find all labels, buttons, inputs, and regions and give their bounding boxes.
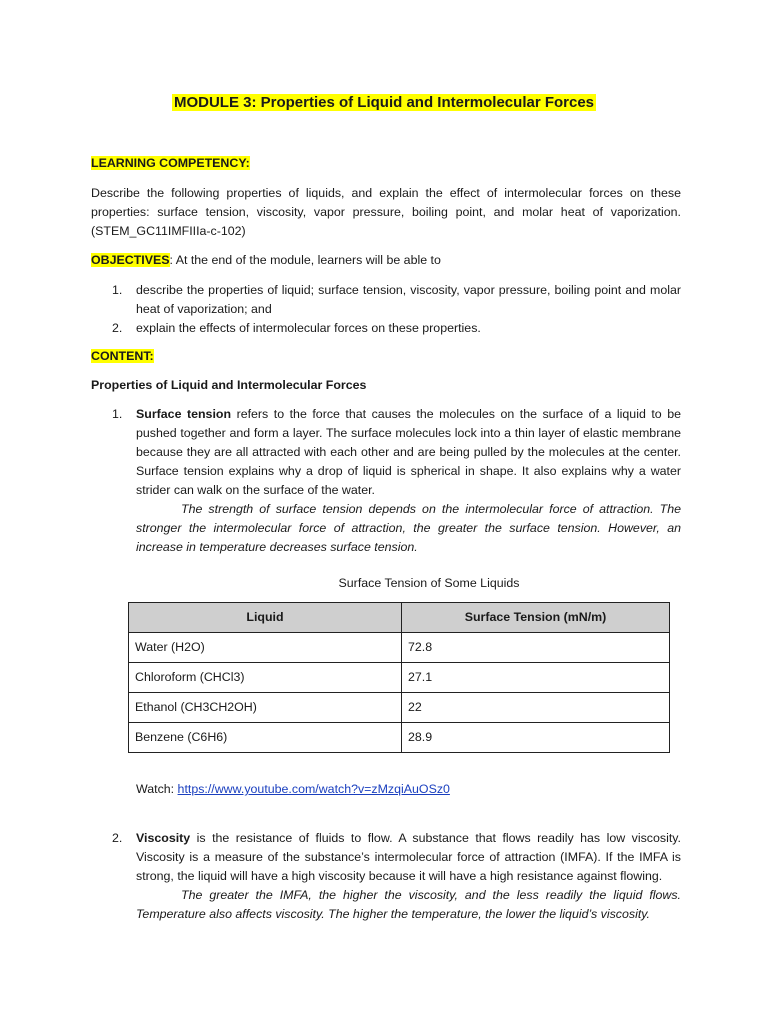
surface-tension-table: [128, 602, 670, 753]
surface-tension-term: Surface tension: [136, 407, 232, 421]
objective-item: explain the effects of intermolecular forces on these properties.: [136, 321, 481, 335]
viscosity-text: is the resistance of fluids to flow. A substance that flows readily has low viscosity. Viscosity is a measure of the substance’s intermolecular force of attraction (IMFA). If the IMFA is strong, the liquid will have a high viscosity because it will have a high resistance against flowing.: [136, 831, 681, 883]
liquid-cell: Chloroform (CHCl3): [129, 663, 402, 693]
table-row: [129, 663, 670, 693]
surface-tension-number: 1.: [112, 407, 123, 421]
liquid-cell: Benzene (C6H6): [129, 723, 402, 753]
content-label: [91, 347, 681, 366]
table-row: [129, 633, 670, 663]
surface-tension-text: refers to the force that causes the molecules on the surface of a liquid to be pushed together and form a layer. The surface molecules lock into a thin layer of elastic membrane because they are all attracted with each other and are being pulled by the molecules at the center. Surface tension explains why a drop of liquid is spherical in shape. It also explains why a water strider can walk on the surface of the water.: [136, 407, 681, 497]
objectives-intro: : At the end of the module, learners will be able to: [169, 253, 441, 267]
content-heading: CONTENT:: [91, 349, 154, 363]
title-text: MODULE 3: Properties of Liquid and Intermolecular Forces: [173, 94, 595, 111]
learning-competency-text: Describe the following properties of liquids, and explain the effect of intermolecular forces on these properties: surface tension, viscosity, vapor pressure, boiling point, and molar heat of vaporization. (STEM_GC11IMFIIIa-c-102): [91, 186, 681, 238]
learning-competency-heading: LEARNING COMPETENCY:: [91, 156, 250, 170]
viscosity-paragraph: [136, 829, 681, 924]
table-header-row: [129, 603, 670, 633]
value-cell: 28.9: [402, 723, 670, 753]
viscosity-number: 2.: [112, 831, 123, 845]
column-header-surface-tension: Surface Tension (mN/m): [402, 603, 670, 633]
watch-line: [136, 780, 681, 799]
objective-number: 2.: [112, 321, 123, 335]
surface-tension-italic: The strength of surface tension depends on the intermolecular force of attraction. The stronger the intermolecular force of attraction, the greater the surface tension. However, an increase in temperature decreases surface tension.: [136, 502, 681, 554]
objective-number: 1.: [112, 283, 123, 297]
table-row: [129, 693, 670, 723]
viscosity-term: Viscosity: [136, 831, 191, 845]
viscosity-italic: The greater the IMFA, the higher the viscosity, and the less readily the liquid flows. Temperature also affects viscosity. The higher the temperature, the lower the liquid’s viscosity.: [136, 888, 681, 921]
objectives-line: [91, 251, 681, 270]
value-cell: 27.1: [402, 663, 670, 693]
watch-video-link[interactable]: https://www.youtube.com/watch?v=zMzqiAuOSz0: [177, 782, 450, 796]
value-cell: 22: [402, 693, 670, 723]
liquid-cell: Water (H2O): [129, 633, 402, 663]
section-heading: Properties of Liquid and Intermolecular Forces: [91, 378, 367, 392]
table-row: [129, 723, 670, 753]
surface-tension-paragraph: [136, 405, 681, 557]
value-cell: 72.8: [402, 633, 670, 663]
objectives-heading: OBJECTIVES: [91, 253, 170, 267]
objective-item: describe the properties of liquid; surface tension, viscosity, vapor pressure, boiling point and molar heat of vaporization; and: [136, 283, 681, 316]
page-title: [0, 93, 768, 112]
liquid-cell: Ethanol (CH3CH2OH): [129, 693, 402, 723]
table-caption: Surface Tension of Some Liquids: [338, 576, 520, 590]
watch-label: Watch:: [136, 782, 178, 796]
column-header-liquid: Liquid: [129, 603, 402, 633]
learning-competency-label: [91, 154, 681, 173]
